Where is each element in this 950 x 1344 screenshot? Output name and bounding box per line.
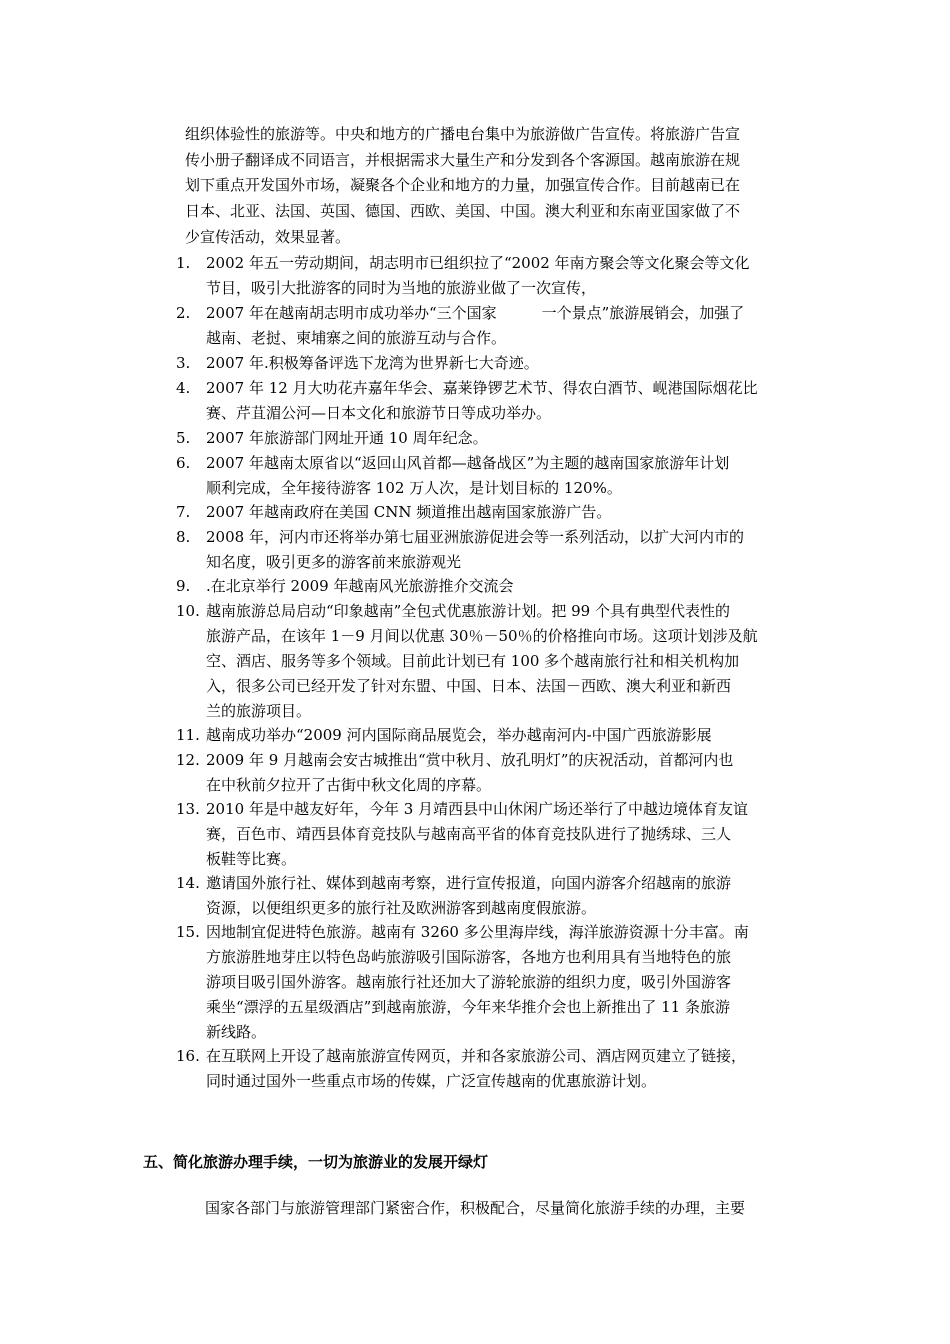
list-item-text: 2010 年是中越友好年，今年 3 月靖西县中山休闲广场还举行了中越边境体育友谊 (206, 800, 749, 818)
list-number: 10. (176, 602, 200, 620)
intro-line: 少宣传活动，效果显著。 (185, 228, 351, 246)
intro-line: 日本、北亚、法国、英国、德国、西欧、美国、中国。澳大利亚和东南亚国家做了不 (185, 202, 741, 220)
list-item-text: 资源，以便组织更多的旅行社及欧洲游客到越南度假旅游。 (206, 899, 597, 917)
list-item-text: 同时通过国外一些重点市场的传媒，广泛宣传越南的优惠旅游计划。 (206, 1072, 657, 1090)
list-item-text: 2007 年.积极筹备评选下龙湾为世界新七大奇迹。 (206, 354, 539, 372)
intro-line: 划下重点开发国外市场，凝聚各个企业和地方的力量，加强宣传合作。目前越南已在 (185, 176, 741, 194)
list-item-text: 2008 年，河内市还将举办第七届亚洲旅游促进会等一系列活动，以扩大河内市的 (206, 528, 744, 546)
list-item-text: 赛，百色市、靖西县体育竞技队与越南高平省的体育竞技队进行了抛绣球、三人 (206, 825, 732, 843)
list-number: 2. (176, 304, 191, 322)
list-item-text: 旅游产品，在该年 1－9 月间以优惠 30％－50％的价格推向市场。这项计划涉及航 (206, 627, 758, 645)
list-item-text: 空、酒店、服务等多个领域。目前此计划已有 100 多个越南旅行社和相关机构加 (206, 652, 740, 670)
list-item-text: 2007 年越南太原省以“返回山风首都—越备战区”为主题的越南国家旅游年计划 (206, 454, 730, 472)
section-heading: 五、简化旅游办理手续，一切为旅游业的发展开绿灯 (143, 1153, 489, 1171)
list-number: 11. (176, 726, 200, 744)
list-item-text: 顺利完成，全年接待游客 102 万人次，是计划目标的 120%。 (206, 479, 622, 497)
list-item-text: 游项目吸引国外游客。越南旅行社还加大了游轮旅游的组织力度，吸引外国游客 (206, 973, 732, 991)
section-paragraph: 国家各部门与旅游管理部门紧密合作，积极配合，尽量简化旅游手续的办理，主要 (205, 1199, 746, 1217)
list-item-text: 方旅游胜地芽庄以特色岛屿旅游吸引国际游客，各地方也利用具有当地特色的旅 (206, 948, 732, 966)
list-number: 1. (176, 254, 191, 272)
list-item-text: 入，很多公司已经开发了针对东盟、中国、日本、法国－西欧、澳大利亚和新西 (206, 677, 732, 695)
list-item-text: 邀请国外旅行社、媒体到越南考察，进行宣传报道，向国内游客介绍越南的旅游 (206, 874, 732, 892)
list-item-text: 2009 年 9 月越南会安古城推出“赏中秋月、放孔明灯”的庆祝活动，首都河内也 (206, 751, 734, 769)
list-item-text: 2007 年旅游部门网址开通 10 周年纪念。 (206, 429, 488, 447)
list-number: 3. (176, 354, 191, 372)
list-number: 14. (176, 874, 200, 892)
list-item-text: 板鞋等比赛。 (206, 850, 297, 868)
list-number: 7. (176, 503, 191, 521)
list-number: 9. (176, 577, 191, 595)
list-number: 13. (176, 800, 200, 818)
intro-line: 传小册子翻译成不同语言，并根据需求大量生产和分发到各个客源国。越南旅游在规 (185, 151, 741, 169)
list-item-text: 2007 年越南政府在美国 CNN 频道推出越南国家旅游广告。 (206, 503, 612, 521)
list-number: 4. (176, 379, 191, 397)
list-item-text: 越南旅游总局启动“印象越南”全包式优惠旅游计划。把 99 个具有典型代表性的 (206, 602, 730, 620)
list-item-text: 越南成功举办“2009 河内国际商品展览会，举办越南河内-中国广西旅游影展 (206, 726, 712, 744)
list-item-text: 知名度，吸引更多的游客前来旅游观光 (206, 553, 462, 571)
list-item-text: 乘坐“漂浮的五星级酒店”到越南旅游，今年来华推介会也上新推出了 11 条旅游 (206, 998, 730, 1016)
list-item-text: 赛、芹苴湄公河—日本文化和旅游节日等成功举办。 (206, 404, 552, 422)
list-item-text: 在中秋前夕拉开了古街中秋文化周的序幕。 (206, 776, 492, 794)
list-number: 6. (176, 454, 191, 472)
list-number: 16. (176, 1047, 200, 1065)
intro-line: 组织体验性的旅游等。中央和地方的广播电台集中为旅游做广告宣传。将旅游广告宣 (185, 125, 741, 143)
list-item-text: 2007 年在越南胡志明市成功举办“三个国家 一个景点”旅游展销会，加强了 (206, 304, 745, 322)
list-number: 15. (176, 923, 200, 941)
list-number: 8. (176, 528, 191, 546)
list-item-text: 节目，吸引大批游客的同时为当地的旅游业做了一次宣传， (206, 279, 597, 297)
list-item-text: 2002 年五一劳动期间，胡志明市已组织拉了“2002 年南方聚会等文化聚会等文化 (206, 254, 750, 272)
list-item-text: 因地制宜促进特色旅游。越南有 3260 多公里海岸线，海洋旅游资源十分丰富。南 (206, 923, 749, 941)
list-item-text: 在互联网上开设了越南旅游宣传网页，并和各家旅游公司、酒店网页建立了链接， (206, 1047, 747, 1065)
list-item-text: 越南、老挝、柬埔寨之间的旅游互动与合作。 (206, 329, 507, 347)
list-item-text: .在北京举行 2009 年越南风光旅游推介交流会 (206, 577, 514, 595)
list-item-text: 2007 年 12 月大叻花卉嘉年华会、嘉莱铮锣艺术节、得农白酒节、岘港国际烟花比 (206, 379, 758, 397)
list-item-text: 新线路。 (206, 1023, 267, 1041)
list-number: 5. (176, 429, 191, 447)
list-number: 12. (176, 751, 200, 769)
list-item-text: 兰的旅游项目。 (206, 702, 312, 720)
